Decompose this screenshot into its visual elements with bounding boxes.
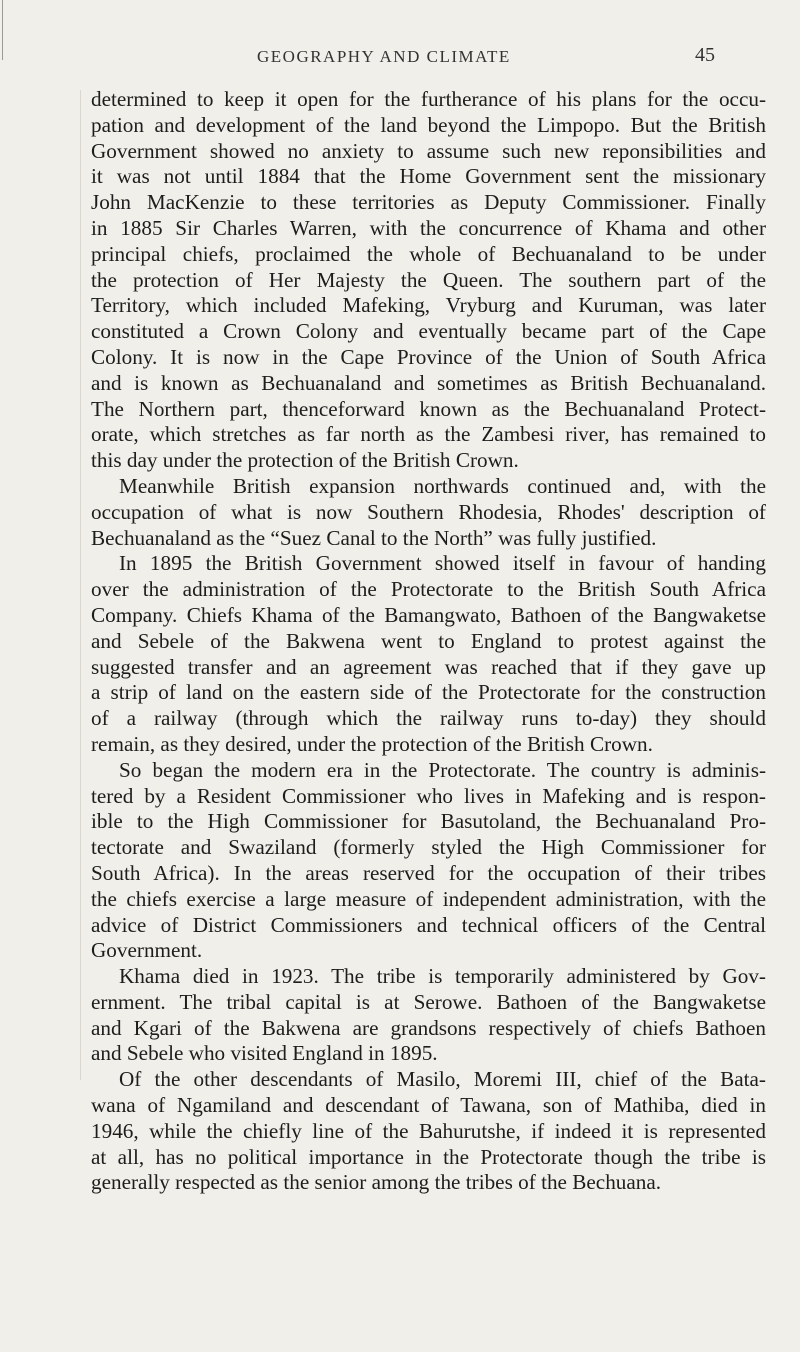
text-line: Government.	[91, 938, 203, 963]
text-line: Of the other descendants of Masilo, Moremi III, chief of the Bata-	[119, 1067, 766, 1092]
text-line: determined to keep it open for the furtherance of his plans for the occu-	[91, 87, 766, 111]
text-line: wana of Ngamiland and descendant of Tawana, son of Mathiba, died in	[91, 1093, 766, 1118]
text-line: the protection of Her Majesty the Queen. The southern part of the	[91, 267, 766, 292]
text-line: Government showed no anxiety to assume such new reponsibilities and	[91, 138, 766, 163]
text-line: Meanwhile British expansion northwards continued and, with the	[119, 473, 766, 498]
paragraph	[91, 474, 766, 551]
text-line: advice of District Commissioners and technical officers of the Central	[91, 912, 766, 937]
text-line: in 1885 Sir Charles Warren, with the concurrence of Khama and other	[91, 215, 766, 240]
paragraph	[91, 1067, 766, 1196]
text-line: a strip of land on the eastern side of the Protectorate for the construction	[91, 680, 766, 705]
text-line: ernment. The tribal capital is at Serowe. Bathoen of the Bangwaketse	[91, 989, 766, 1014]
text-line: at all, has no political importance in the Protectorate though the tribe is	[91, 1144, 766, 1169]
paragraph	[91, 964, 766, 1067]
text-line: 1946, while the chiefly line of the Bahurutshe, if indeed it is represented	[91, 1118, 766, 1143]
text-line: occupation of what is now Southern Rhodesia, Rhodes' description of	[91, 499, 766, 524]
body-text	[91, 87, 766, 1196]
text-line: of a railway (through which the railway runs to-day) they should	[91, 706, 766, 731]
text-line: suggested transfer and an agreement was reached that if they gave up	[91, 654, 766, 679]
text-line: Khama died in 1923. The tribe is temporarily administered by Gov-	[119, 964, 766, 989]
text-line: South Africa). In the areas reserved for the occupation of their tribes	[91, 860, 766, 885]
text-line: tectorate and Swaziland (formerly styled the High Commissioner for	[91, 835, 766, 860]
text-line: over the administration of the Protectorate to the British South Africa	[91, 577, 766, 602]
text-line: generally respected as the senior among the tribes of the Bechuana.	[91, 1170, 662, 1195]
text-line: Colony. It is now in the Cape Province of the Union of South Africa	[91, 344, 766, 369]
running-head: GEOGRAPHY AND CLIMATE	[257, 47, 511, 66]
page-number: 45	[695, 44, 715, 66]
text-line: this day under the protection of the British Crown.	[91, 448, 519, 473]
margin-shadow	[80, 90, 81, 1080]
text-line: ible to the High Commissioner for Basutoland, the Bechuanaland Pro-	[91, 809, 766, 834]
text-line: and Kgari of the Bakwena are grandsons respectively of chiefs Bathoen	[91, 1015, 766, 1040]
text-line: Bechuanaland as the “Suez Canal to the North” was fully justified.	[91, 525, 657, 550]
text-line: the chiefs exercise a large measure of independent administration, with the	[91, 886, 766, 911]
text-line: orate, which stretches as far north as the Zambesi river, has remained to	[91, 422, 766, 447]
text-line: principal chiefs, proclaimed the whole of Bechuanaland to be under	[91, 241, 766, 266]
paragraph	[91, 87, 766, 474]
text-line: In 1895 the British Government showed itself in favour of handing	[119, 551, 766, 576]
text-line: So began the modern era in the Protectorate. The country is adminis-	[119, 757, 766, 782]
page-edge-line	[2, 0, 3, 60]
text-line: John MacKenzie to these territories as Deputy Commissioner. Finally	[91, 190, 766, 215]
paragraph	[91, 758, 766, 964]
paragraph	[91, 551, 766, 757]
text-line: Company. Chiefs Khama of the Bamangwato, Bathoen of the Bangwaketse	[91, 602, 766, 627]
text-line: The Northern part, thenceforward known as the Bechuanaland Protect-	[91, 396, 766, 421]
text-line: and is known as Bechuanaland and sometimes as British Bechuanaland.	[91, 370, 766, 395]
text-line: remain, as they desired, under the protection of the British Crown.	[91, 731, 653, 756]
text-line: and Sebele who visited England in 1895.	[91, 1041, 438, 1066]
text-line: Territory, which included Mafeking, Vryburg and Kuruman, was later	[91, 293, 766, 318]
text-line: and Sebele of the Bakwena went to England to protest against the	[91, 628, 766, 653]
text-line: constituted a Crown Colony and eventually became part of the Cape	[91, 319, 766, 344]
text-line: pation and development of the land beyond the Limpopo. But the British	[91, 112, 766, 137]
text-line: it was not until 1884 that the Home Government sent the missionary	[91, 164, 766, 189]
text-line: tered by a Resident Commissioner who lives in Mafeking and is respon-	[91, 783, 766, 808]
